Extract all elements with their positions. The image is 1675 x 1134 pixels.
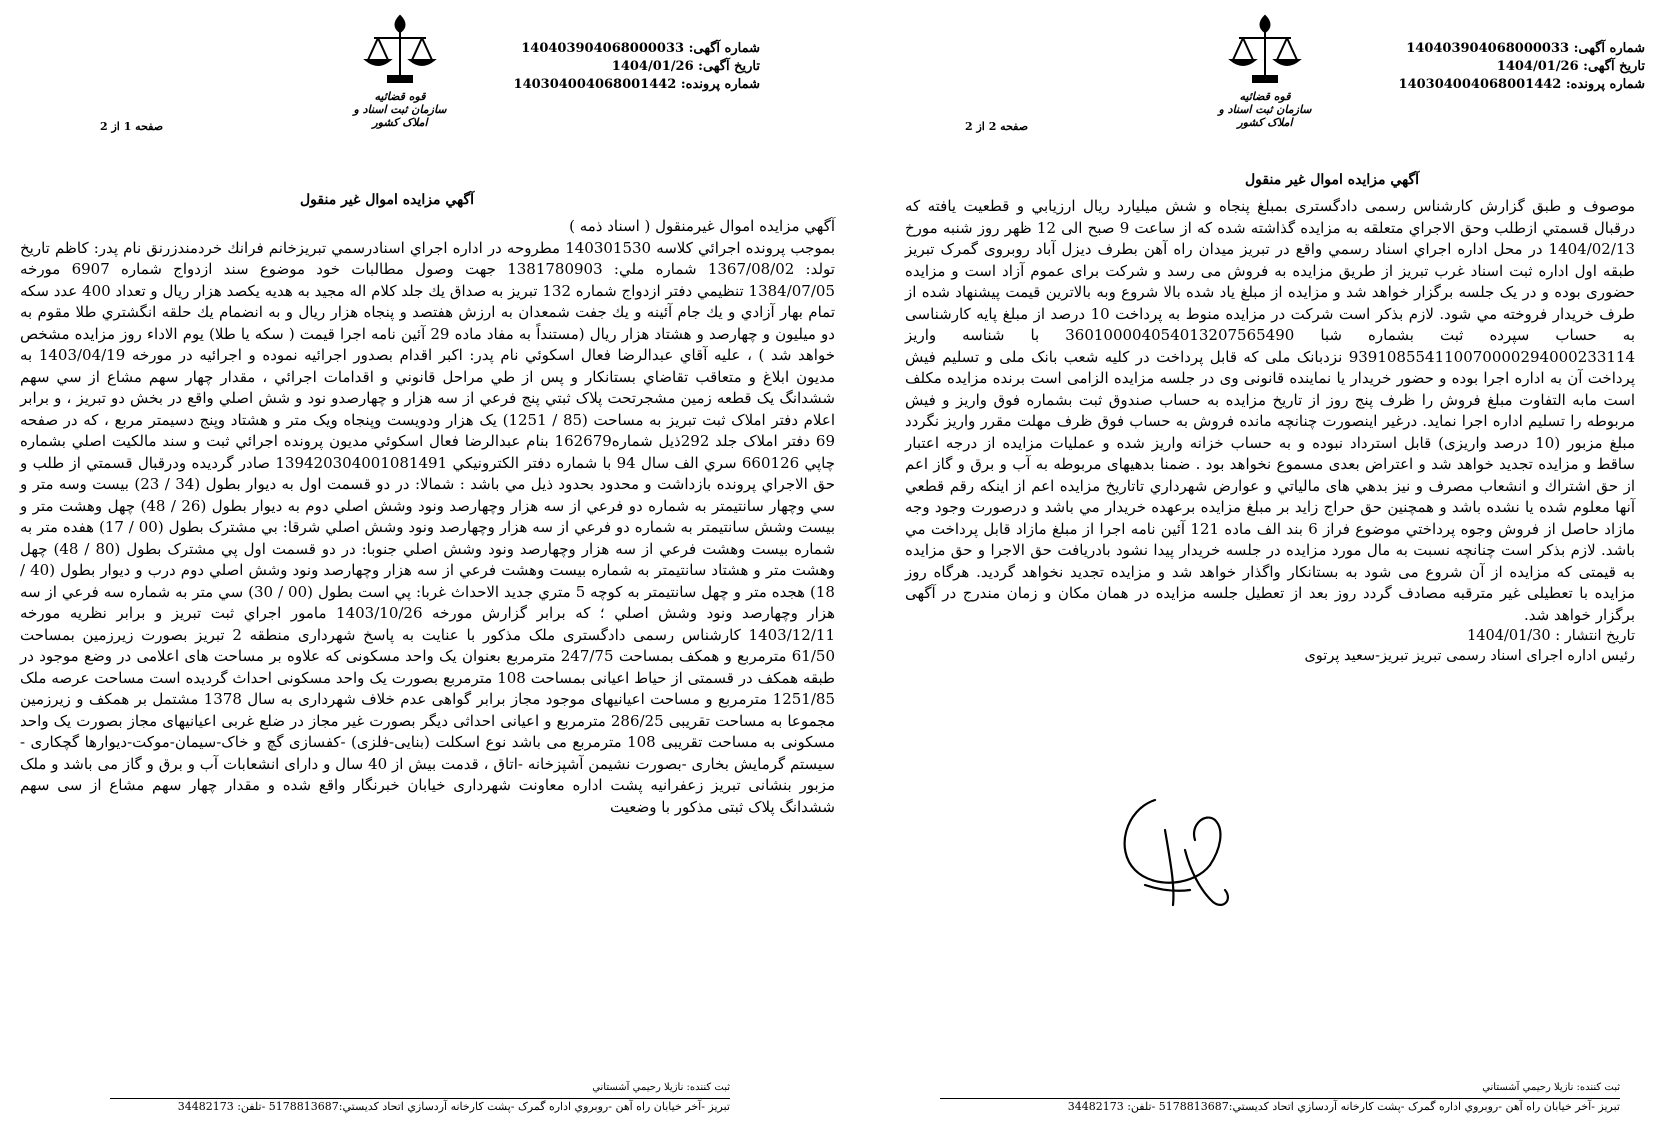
- emblem-label: قوه قضائیه: [374, 90, 426, 103]
- scales-of-justice-icon: [360, 10, 440, 90]
- notice-date: تاریخ آگهی: 1404/01/26: [611, 59, 760, 74]
- judiciary-emblem: [1205, 10, 1325, 129]
- publish-date: تاريخ انتشار : 1404/01/30: [1467, 628, 1635, 644]
- emblem-org: سازمان ثبت اسناد و املاک کشور: [353, 103, 447, 129]
- notice-number: شماره آگهی: 140403904068000033: [1406, 41, 1645, 56]
- page-number: صفحه 2 از 2: [965, 120, 1029, 133]
- notice-subtitle: آگهي مزايده اموال غيرمنقول ( اسناد ذمه ): [569, 217, 835, 235]
- footer-address: تبریز -آخر خيابان راه آهن -روبروي اداره گمرک -پشت کارخانه آردسازي اتحاد کديستي:5178813687 -تلفن: 34482173: [177, 1100, 730, 1113]
- notice-paragraph: بموجب پرونده اجرائي كلاسه 140301530 مطروحه در اداره اجراي اسنادرسمي تبريزخانم فرانك خردمندزرنق نام پدر: كاظم تاريخ تولد: 1367/08/02 شماره ملي: 1381780903 جهت وصول مطالبات خود موضوع سند ازدواج شماره 6907 مورخه 1384/07/05 تنظيمي دفتر ازدواج شماره 132 تبريز به صداق يك جلد كلام اله مجيد به هديه يكصد هزار ريال و تعداد 400 عدد سكه تمام بهار آزادي و يك جام آئينه و يك جفت شمعدان به ارزش هفتصد و پنجاه هزار ريال و به انضمام يك حلقه انگشتري طلا مقوم به دو ميليون و چهارصد و هشتاد هزار ريال (مستنداً به مفاد ماده 29 آئين نامه اجرا قيمت ( سكه يا طلا) يوم الاداء روز مزايده مشخص خواهد شد ) ، عليه آقاي عبدالرضا فعال اسكوئي نام پدر: اكبر اقدام بصدور اجرائيه نموده و اجرائيه در مورخه 1403/04/19 به مديون ابلاغ و متعاقب تقاضاي بستانكار و پس از طي مراحل قانوني و اقدامات اجرائي ، مقدار چهار سهم مشاع از سي سهم ششدانگ يک قطعه زمين مشجرتحت پلاک ثبتي پنج فرعي از سه هزار و چهارصدو نود و شش اصلي واقع در بخش دو تبريز ، و برابر اعلام دفتر املاک ثبت تبريز به مساحت (85 / 1251) يک هزار ودويست وپنجاه ويک متر و هشتاد وپنج دسيمتر مربع ، که در صفحه 69 دفتر املاک جلد 292ذيل شماره162679 بنام عبدالرضا فعال اسکوئي مديون پرونده اجرائي ثبت و سند مالکيت اصلي بشماره چاپي 660126 سري الف سال 94 با شماره دفتر الکترونيکي 139420304001081491 صادر گرديده ودرقبال قسمتي از طلب و حق الاجراي پرونده بازداشت و محدود بحدود ذيل مي باشد : شمالا: در دو قسمت اول به ديوار بطول (34 / 23) بيست وسه متر و سي وچهار سانتيمتر به شماره دو فرعي از سه هزار وچهارصد ونود وشش اصلي دوم به ديوار بطول (26 / 48) چهل وهشت متر و بيست وشش سانتيمتر به شماره دو فرعي از سه هزار وچهارصد ونود وشش اصلي شرقا: بي مشترک بطول (00 / 17) هفده متر به شماره بيست وهشت فرعي از سه هزار وچهارصد ونود وشش اصلي جنوبا: در دو قسمت اول پي مشترک بطول (80 / 48) چهل وهشت متر و هشتاد سانتيمتر به شماره بيست وهشت فرعي از سه هزار وچهارصد ونود وشش اصلي دوم درب و ديوار بطول (40 / 18) هجده متر و چهل سانتيمتر به کوچه 5 متري جديد الاحداث غربا: پي است بطول (00 / 30) سي متر به شماره سه فرعي از سه هزار وچهارصد ونود وشش اصلي ؛ که برابر گزارش مورخه 1403/10/26 مامور اجراي ثبت تبريز و برابر نظريه مورخه 1403/12/11 کارشناس رسمی دادگستری ملک مذکور با عنايت به پاسخ شهرداری منطقه 2 تبريز بصورت زيرزمين بمساحت 61/50 مترمربع و همکف بمساحت 247/75 مترمربع بعنوان يک واحد مسکونی که علاوه بر مساحت های اعلامی در وضع موجود در طبقه همکف در قسمتی از حياط اعيانی بمساحت 108 مترمربع بصورت يک واحد مسکونی احداث گرديده است مساحت عرصه ملک 1251/85 مترمربع و مساحت اعيانيهای موجود مجاز برابر گواهی عدم خلاف شهرداری به سال 1378 مشتمل بر همکف و زيرزمين مجموعا به مساحت تقريبی 286/25 مترمربع و اعيانی احداثی ديگر بصورت غير مجاز در ضلع غربی اعيانيهای مجاز بصورت يک واحد مسکونی به مساحت تقريبی 108 مترمربع می باشد نوع اسکلت (بنايی-فلزی) -کفسازی گچ و خاک-سيمان-موکت-ديوارها گچکاری - سيستم گرمايش بخاری -بصورت نشيمن آشپزخانه -اتاق ، قدمت بيش از 40 سال و دارای انشعابات آب و برق و گاز می باشد و ملک مزبور بنشانی تبريز زعفرانيه پشت اداره معاونت شهرداری خيابان خبرنگار واقع شده و مقدار چهار سهم مشاع از سی سهم ششدانگ پلاک ثبتی مذکور با وضعيت: [20, 238, 836, 816]
- page-2: [885, 0, 1675, 1134]
- case-number: شماره پرونده: 140304004068001442: [1398, 77, 1645, 92]
- page-number: صفحه 1 از 2: [100, 120, 164, 133]
- page-footer: [110, 1080, 730, 1115]
- notice-body: [905, 196, 1635, 666]
- footer-address: تبریز -آخر خيابان راه آهن -روبروي اداره گمرک -پشت کارخانه آردسازي اتحاد کديستي:5178813687 -تلفن: 34482173: [1067, 1100, 1620, 1113]
- emblem-org: سازمان ثبت اسناد و املاک کشور: [1218, 103, 1312, 129]
- signoff-line: رئيس اداره اجرای اسناد رسمی تبريز تبريز-سعيد پرتوی: [1304, 648, 1635, 664]
- notice-meta: [514, 40, 760, 94]
- handwritten-signature: [1095, 790, 1245, 920]
- notice-number: شماره آگهی: 140403904068000033: [521, 41, 760, 56]
- judiciary-emblem: [340, 10, 460, 129]
- scales-of-justice-icon: [1225, 10, 1305, 90]
- registered-by: ثبت کننده: نازيلا رحيمي آشستاني: [1482, 1082, 1620, 1093]
- emblem-label: قوه قضائیه: [1239, 90, 1291, 103]
- page-title: آگهي مزايده اموال غير منقول: [300, 192, 475, 208]
- page-title: آگهي مزايده اموال غير منقول: [1245, 172, 1420, 188]
- notice-body: [20, 216, 835, 818]
- case-number: شماره پرونده: 140304004068001442: [513, 77, 760, 92]
- notice-paragraph: موصوف و طبق گزارش کارشناس رسمی دادگستری بمبلغ پنجاه و شش ميليارد ريال ارزيابي و قطعيت يافته كه درقبال قسمتي ازطلب وحق الاجراي متعلقه به مزايده گذاشته شده كه از ساعت 9 صبح الی 12 ظهر روز شنبه مورخ 1404/02/13 در محل اداره اجراي اسناد رسمي واقع در تبريز ميدان راه آهن بطرف ديزل آباد روبروی گمرک تبريز طبقه اول اداره ثبت اسناد غرب تبريز از طريق مزايده به فروش می رسد و شرکت برای عموم آزاد است و مزايده حضوری بوده و در یک جلسه برگزار خواهد شد و مزايده از مبلغ ياد شده بالا شروع وبه بالاترين قيمت پيشنهاد شده از طرف خريدار فروخته مي شود. لازم بذكر است شرکت در مزايده منوط به پرداخت 10 درصد از مبلغ پايه کارشناسی به حساب سپرده ثبت بشماره شبا 360100004054013207565490 با شناسه واريز 939108554110070000294000233114 نزدبانک ملی که قابل پرداخت در کليه شعب بانک ملی و تسليم فيش پرداخت آن به اداره اجرا بوده و حضور خريدار يا نماينده قانونی وی در جلسه مزايده الزامی است برنده مزايده مکلف است مابه التفاوت مبلغ فروش را ظرف پنج روز از تاريخ مزايده به حساب صندوق ثبت بشماره فوق واريز و فيش مربوطه را تسليم اداره اجرا نمايد. درغير اينصورت چنانچه مانده فروش به حساب فوق ظرف مهلت مقرر واريز نگردد مبلغ مزبور (10 درصد واريزی) قابل استرداد نبوده و به حساب خزانه واريز شده و عمليات مزايده از درجه اعتبار ساقط و مزايده تجديد خواهد شد و اعتراض بعدی مسموع نخواهد بود . ضمنا بدهيهای مربوطه به آب و برق و گاز اعم از حق اشتراك و انشعاب مصرف و نيز بدهي های مالياتي و عوارض شهرداري تاتاريخ مزايده اعم از اينكه رقم قطعي آنها معلوم شده يا نشده باشد و همچنين حق حراج زايد بر مبلغ مزايده برعهده خريدار مي باشد و درصورت وجود وجه مازاد حاصل از فروش وجوه پرداختي موضوع فراز 6 بند الف ماده 121 آئين نامه اجرا از مبلغ مازاد قابل پرداخت مي باشد. لازم بذکر است چنانچه نسبت به مال مورد مزايده در جلسه خريدار پيدا نشود بادريافت حق الاجرا و حق مزايده به قيمتی که مزايده از آن شروع می شود به بستانکار واگذار خواهد شد و مزايده تجديد نخواهد گرديد. هرگاه روز مزايده با تعطيلی غير مترقبه مصادف گردد روز بعد از تعطيل جلسه مزايده در همان مکان و زمان مندرج در آگهی برگزار خواهد شد.: [905, 197, 1635, 624]
- page-footer: [940, 1080, 1620, 1115]
- notice-meta: [1399, 40, 1645, 94]
- notice-date: تاریخ آگهی: 1404/01/26: [1496, 59, 1645, 74]
- registered-by: ثبت کننده: نازيلا رحيمي آشستاني: [592, 1082, 730, 1093]
